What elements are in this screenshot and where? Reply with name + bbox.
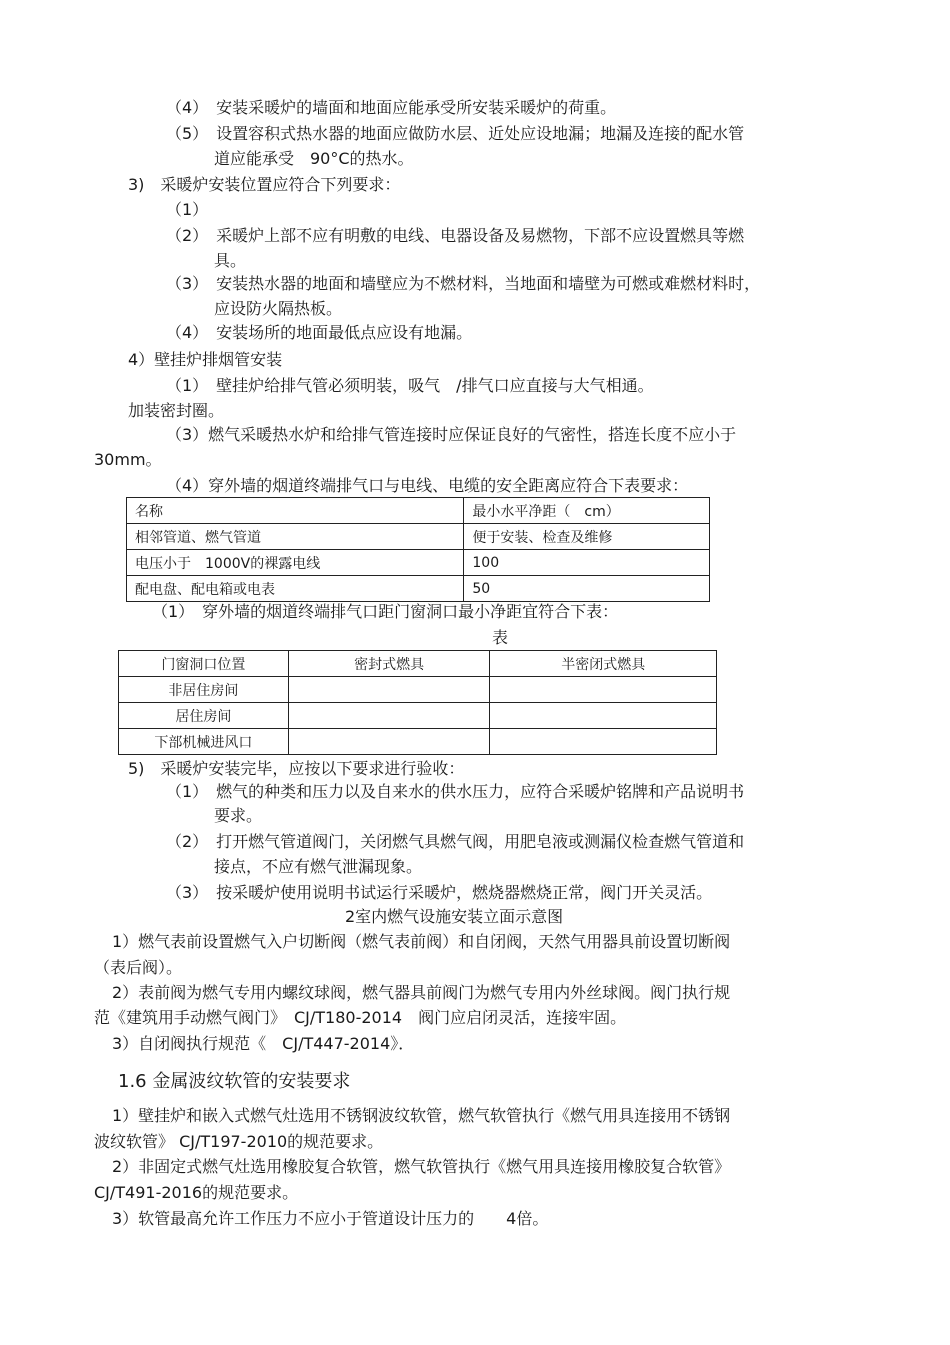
section-heading: 1.6 金属波纹软管的安装要求 <box>118 1071 351 1092</box>
text-line: 30mm。 <box>94 450 162 469</box>
table-header-row <box>127 498 710 524</box>
text-line: 要求。 <box>214 806 263 825</box>
table-cell <box>288 729 490 755</box>
table-cell: 非居住房间 <box>119 677 289 703</box>
text-line: （1） 燃气的种类和压力以及自来水的供水压力，应符合采暖炉铭牌和产品说明书 <box>166 782 745 801</box>
text-line: 加装密封圈。 <box>128 401 225 420</box>
table-cell <box>288 703 490 729</box>
table-row <box>119 729 717 755</box>
table-cell: 密封式燃具 <box>288 651 490 677</box>
table-header-row <box>119 651 717 677</box>
table-cell: 半密闭式燃具 <box>490 651 717 677</box>
text-line: 接点，不应有燃气泄漏现象。 <box>214 857 423 876</box>
text-line: 道应能承受 90°C的热水。 <box>214 149 414 168</box>
text-line: （5） 设置容积式热水器的地面应做防水层、近处应设地漏；地漏及连接的配水管 <box>166 124 745 143</box>
text-line: （4）穿外墙的烟道终端排气口与电线、电缆的安全距离应符合下表要求： <box>166 476 689 495</box>
text-line: （4） 安装场所的地面最低点应设有地漏。 <box>166 323 473 342</box>
table-row <box>119 677 717 703</box>
clearance-table <box>126 497 710 602</box>
table-cell: 居住房间 <box>119 703 289 729</box>
text-line: 1）壁挂炉和嵌入式燃气灶选用不锈钢波纹软管，燃气软管执行《燃气用具连接用不锈钢 <box>112 1106 731 1125</box>
text-line: 范《建筑用手动燃气阀门》 CJ/T180-2014 阀门应启闭灵活，连接牢固。 <box>94 1008 627 1027</box>
text-line: （1） 穿外墙的烟道终端排气口距门窗洞口最小净距宜符合下表： <box>152 602 619 621</box>
table-cell: 最小水平净距（ cm） <box>464 498 710 524</box>
text-line: 3）软管最高允许工作压力不应小于管道设计压力的 4倍。 <box>112 1209 549 1228</box>
text-line: （2） 采暖炉上部不应有明敷的电线、电器设备及易燃物，下部不应设置燃具等燃 <box>166 226 745 245</box>
table-cell: 配电盘、配电箱或电表 <box>127 576 464 602</box>
section-heading: 4）壁挂炉排烟管安装 <box>128 350 283 369</box>
table-row <box>127 524 710 550</box>
table-cell <box>490 729 717 755</box>
text-line: 2）非固定式燃气灶选用橡胶复合软管，燃气软管执行《燃气用具连接用橡胶复合软管》 <box>112 1157 731 1176</box>
text-line: 应设防火隔热板。 <box>214 299 343 318</box>
table-cell: 门窗洞口位置 <box>119 651 289 677</box>
table-cell: 便于安装、检查及维修 <box>464 524 710 550</box>
text-line: （1） <box>166 200 209 219</box>
text-line: （3） 按采暖炉使用说明书试运行采暖炉，燃烧器燃烧正常，阀门开关灵活。 <box>166 883 713 902</box>
text-line: 1）燃气表前设置燃气入户切断阀（燃气表前阀）和自闭阀，天然气用器具前设置切断阀 <box>112 932 731 951</box>
text-line: CJ/T491-2016的规范要求。 <box>94 1183 299 1202</box>
table-cell <box>288 677 490 703</box>
table-caption: 表 <box>492 628 509 647</box>
table-cell: 名称 <box>127 498 464 524</box>
text-line: 2）表前阀为燃气专用内螺纹球阀，燃气器具前阀门为燃气专用内外丝球阀。阀门执行规 <box>112 983 731 1002</box>
text-line: 波纹软管》 CJ/T197-2010的规范要求。 <box>94 1132 384 1151</box>
text-line: 5) 采暖炉安装完毕，应按以下要求进行验收： <box>128 759 465 778</box>
text-line: （2） 打开燃气管道阀门，关闭燃气具燃气阀，用肥皂液或测漏仪检查燃气管道和 <box>166 832 745 851</box>
text-line: 3) 采暖炉安装位置应符合下列要求： <box>128 175 401 194</box>
table-cell: 电压小于 1000V的裸露电线 <box>127 550 464 576</box>
text-line: 具。 <box>214 251 247 270</box>
table-cell <box>490 703 717 729</box>
table-cell: 50 <box>464 576 710 602</box>
text-line: （3）燃气采暖热水炉和给排气管连接时应保证良好的气密性，搭连长度不应小于 <box>166 425 737 444</box>
text-line: （4） 安装采暖炉的墙面和地面应能承受所安装采暖炉的荷重。 <box>166 98 617 117</box>
text-line: （1） 壁挂炉给排气管必须明装，吸气 /排气口应直接与大气相通。 <box>166 376 654 395</box>
table-cell: 100 <box>464 550 710 576</box>
window-distance-table <box>118 650 717 755</box>
table-row <box>119 703 717 729</box>
table-cell: 相邻管道、燃气管道 <box>127 524 464 550</box>
text-line: （表后阀）。 <box>94 958 183 977</box>
text-line: 3）自闭阀执行规范《 CJ/T447-2014》． <box>112 1034 415 1053</box>
table-cell: 下部机械进风口 <box>119 729 289 755</box>
figure-caption: 2室内燃气设施安装立面示意图 <box>345 907 564 926</box>
text-line: （3） 安装热水器的地面和墙壁应为不燃材料，当地面和墙壁为可燃或难燃材料时， <box>166 274 761 293</box>
table-row <box>127 550 710 576</box>
table-cell <box>490 677 717 703</box>
table-row <box>127 576 710 602</box>
